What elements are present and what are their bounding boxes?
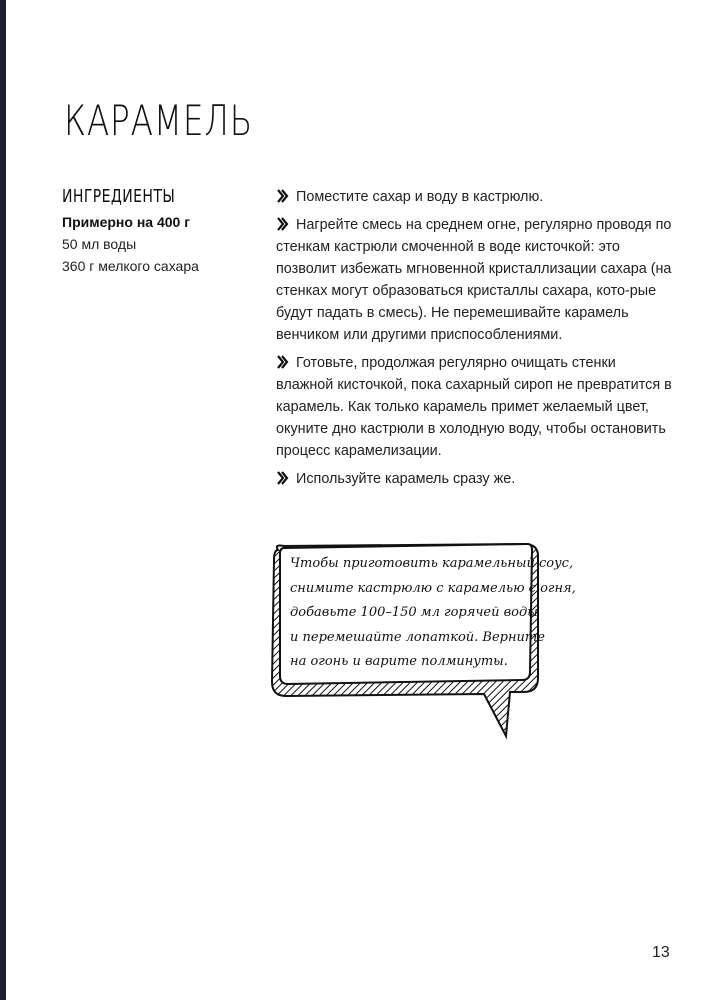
page-number: 13 [652,944,670,961]
double-chevron-right-icon [276,471,290,485]
ingredients-heading: ИНГРЕДИЕНТЫ [62,186,176,207]
note-text [290,552,576,675]
ingredient-item: 360 г мелкого сахара [62,258,199,274]
double-chevron-right-icon [276,189,290,203]
note-line: добавьте 100–150 мл горячей воды [290,605,538,620]
page-title: КАРАМЕЛЬ [64,96,253,145]
steps-list [276,186,676,496]
step-item [276,352,676,462]
step-item [276,186,676,208]
speech-bubble-note [262,540,576,740]
double-chevron-right-icon [276,355,290,369]
step-text: Поместите сахар и воду в кастрюлю. [296,189,544,205]
ingredient-item: 50 мл воды [62,236,137,252]
note-line: Чтобы приготовить карамельный соус, [290,556,574,571]
note-line: и перемешайте лопаткой. Верните [290,629,545,645]
step-text: Используйте карамель сразу же. [296,471,516,487]
step-item [276,468,676,490]
step-text: Нагрейте смесь на среднем огне, регулярно проводя по стенкам кастрюли смоченной в воде кисточкой: это позволит избежать мгновенной кристаллизации сахара (на стенках могут образоваться кристаллы сахара, кото-рые будут падать в смесь). Не перемешивайте карамель венчиком или другими приспособлениями. [276,217,672,343]
step-item [276,214,676,346]
recipe-page [6,0,712,1000]
step-text: Готовьте, продолжая регулярно очищать стенки влажной кисточкой, пока сахарный сироп не превратится в карамель. Как только карамель примет желаемый цвет, окуните дно кастрюли в холодную воду, чтобы остановить процесс карамелизации. [276,355,672,459]
note-line: на огонь и варите полминуты. [290,654,508,669]
double-chevron-right-icon [276,217,290,231]
ingredients-section [62,186,262,277]
note-line: снимите кастрюлю с карамелью с огня, [290,580,576,596]
ingredients-yield: Примерно на 400 г [62,214,191,230]
